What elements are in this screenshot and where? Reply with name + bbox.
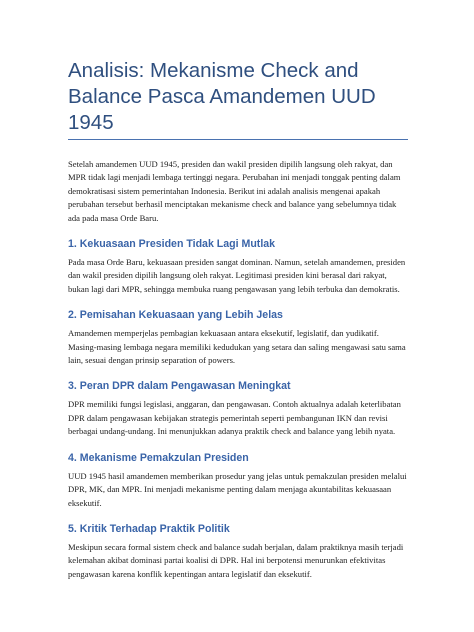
section-2 [68, 308, 408, 367]
section-body: Amandemen memperjelas pembagian kekuasaan antara eksekutif, legislatif, dan yudikatif. Masing-masing lembaga negara memiliki kedudukan yang setara dan saling mengawasi satu sama lain, sesuai dengan prinsip separation of powers. [68, 328, 406, 366]
section-4 [68, 451, 408, 510]
section-heading: 1. Kekuasaan Presiden Tidak Lagi Mutlak [68, 238, 276, 251]
section-body: UUD 1945 hasil amandemen memberikan prosedur yang jelas untuk pemakzulan presiden melalui DPR, MK, dan MPR. Ini menjadi mekanisme penting dalam menjaga akuntabilitas kekuasaan eksekutif. [68, 470, 407, 508]
document-title: Analisis: Mekanisme Check and Balance Pasca Amandemen UUD 1945 [68, 58, 408, 140]
intro-paragraph: Setelah amandemen UUD 1945, presiden dan wakil presiden dipilih langsung oleh rakyat, dan MPR tidak lagi menjadi lembaga tertinggi negara. Perubahan ini menjadi tonggak penting dalam demokratisasi sistem pemerintahan Indonesia. Berikut ini adalah analisis mengenai apakah perubahan tersebut berhasil menciptakan mekanisme check and balance yang sebelumnya tidak ada pada masa Orde Baru. [68, 159, 401, 223]
section-1 [68, 237, 408, 296]
section-heading: 3. Peran DPR dalam Pengawasan Meningkat [68, 380, 291, 393]
section-body: Pada masa Orde Baru, kekuasaan presiden sangat dominan. Namun, setelah amandemen, presiden dan wakil presiden dipilih langsung oleh rakyat. Legitimasi presiden kini berasal dari rakyat, bukan lagi dari MPR, sehingga membuka ruang pengawasan yang lebih terbuka dan demokratis. [68, 257, 406, 294]
section-body: DPR memiliki fungsi legislasi, anggaran, dan pengawasan. Contoh aktualnya adalah keterlibatan DPR dalam pengawasan kebijakan strategis pemerintah seperti pembangunan IKN dan revisi berbagai undang-undang. Ini menunjukkan adanya praktik check and balance yang lebih nyata. [68, 399, 401, 437]
section-heading: 5. Kritik Terhadap Praktik Politik [68, 522, 230, 535]
section-5 [68, 522, 408, 581]
section-body: Meskipun secara formal sistem check and balance sudah berjalan, dalam praktiknya masih terjadi kelemahan akibat dominasi partai koalisi di DPR. Hal ini berpotensi menurunkan efektivitas pengawasan karena konflik kepentingan antara legislatif dan eksekutif. [68, 541, 404, 579]
section-heading: 4. Mekanisme Pemakzulan Presiden [68, 451, 249, 464]
section-heading: 2. Pemisahan Kekuasaan yang Lebih Jelas [68, 309, 283, 322]
section-3 [68, 379, 408, 438]
